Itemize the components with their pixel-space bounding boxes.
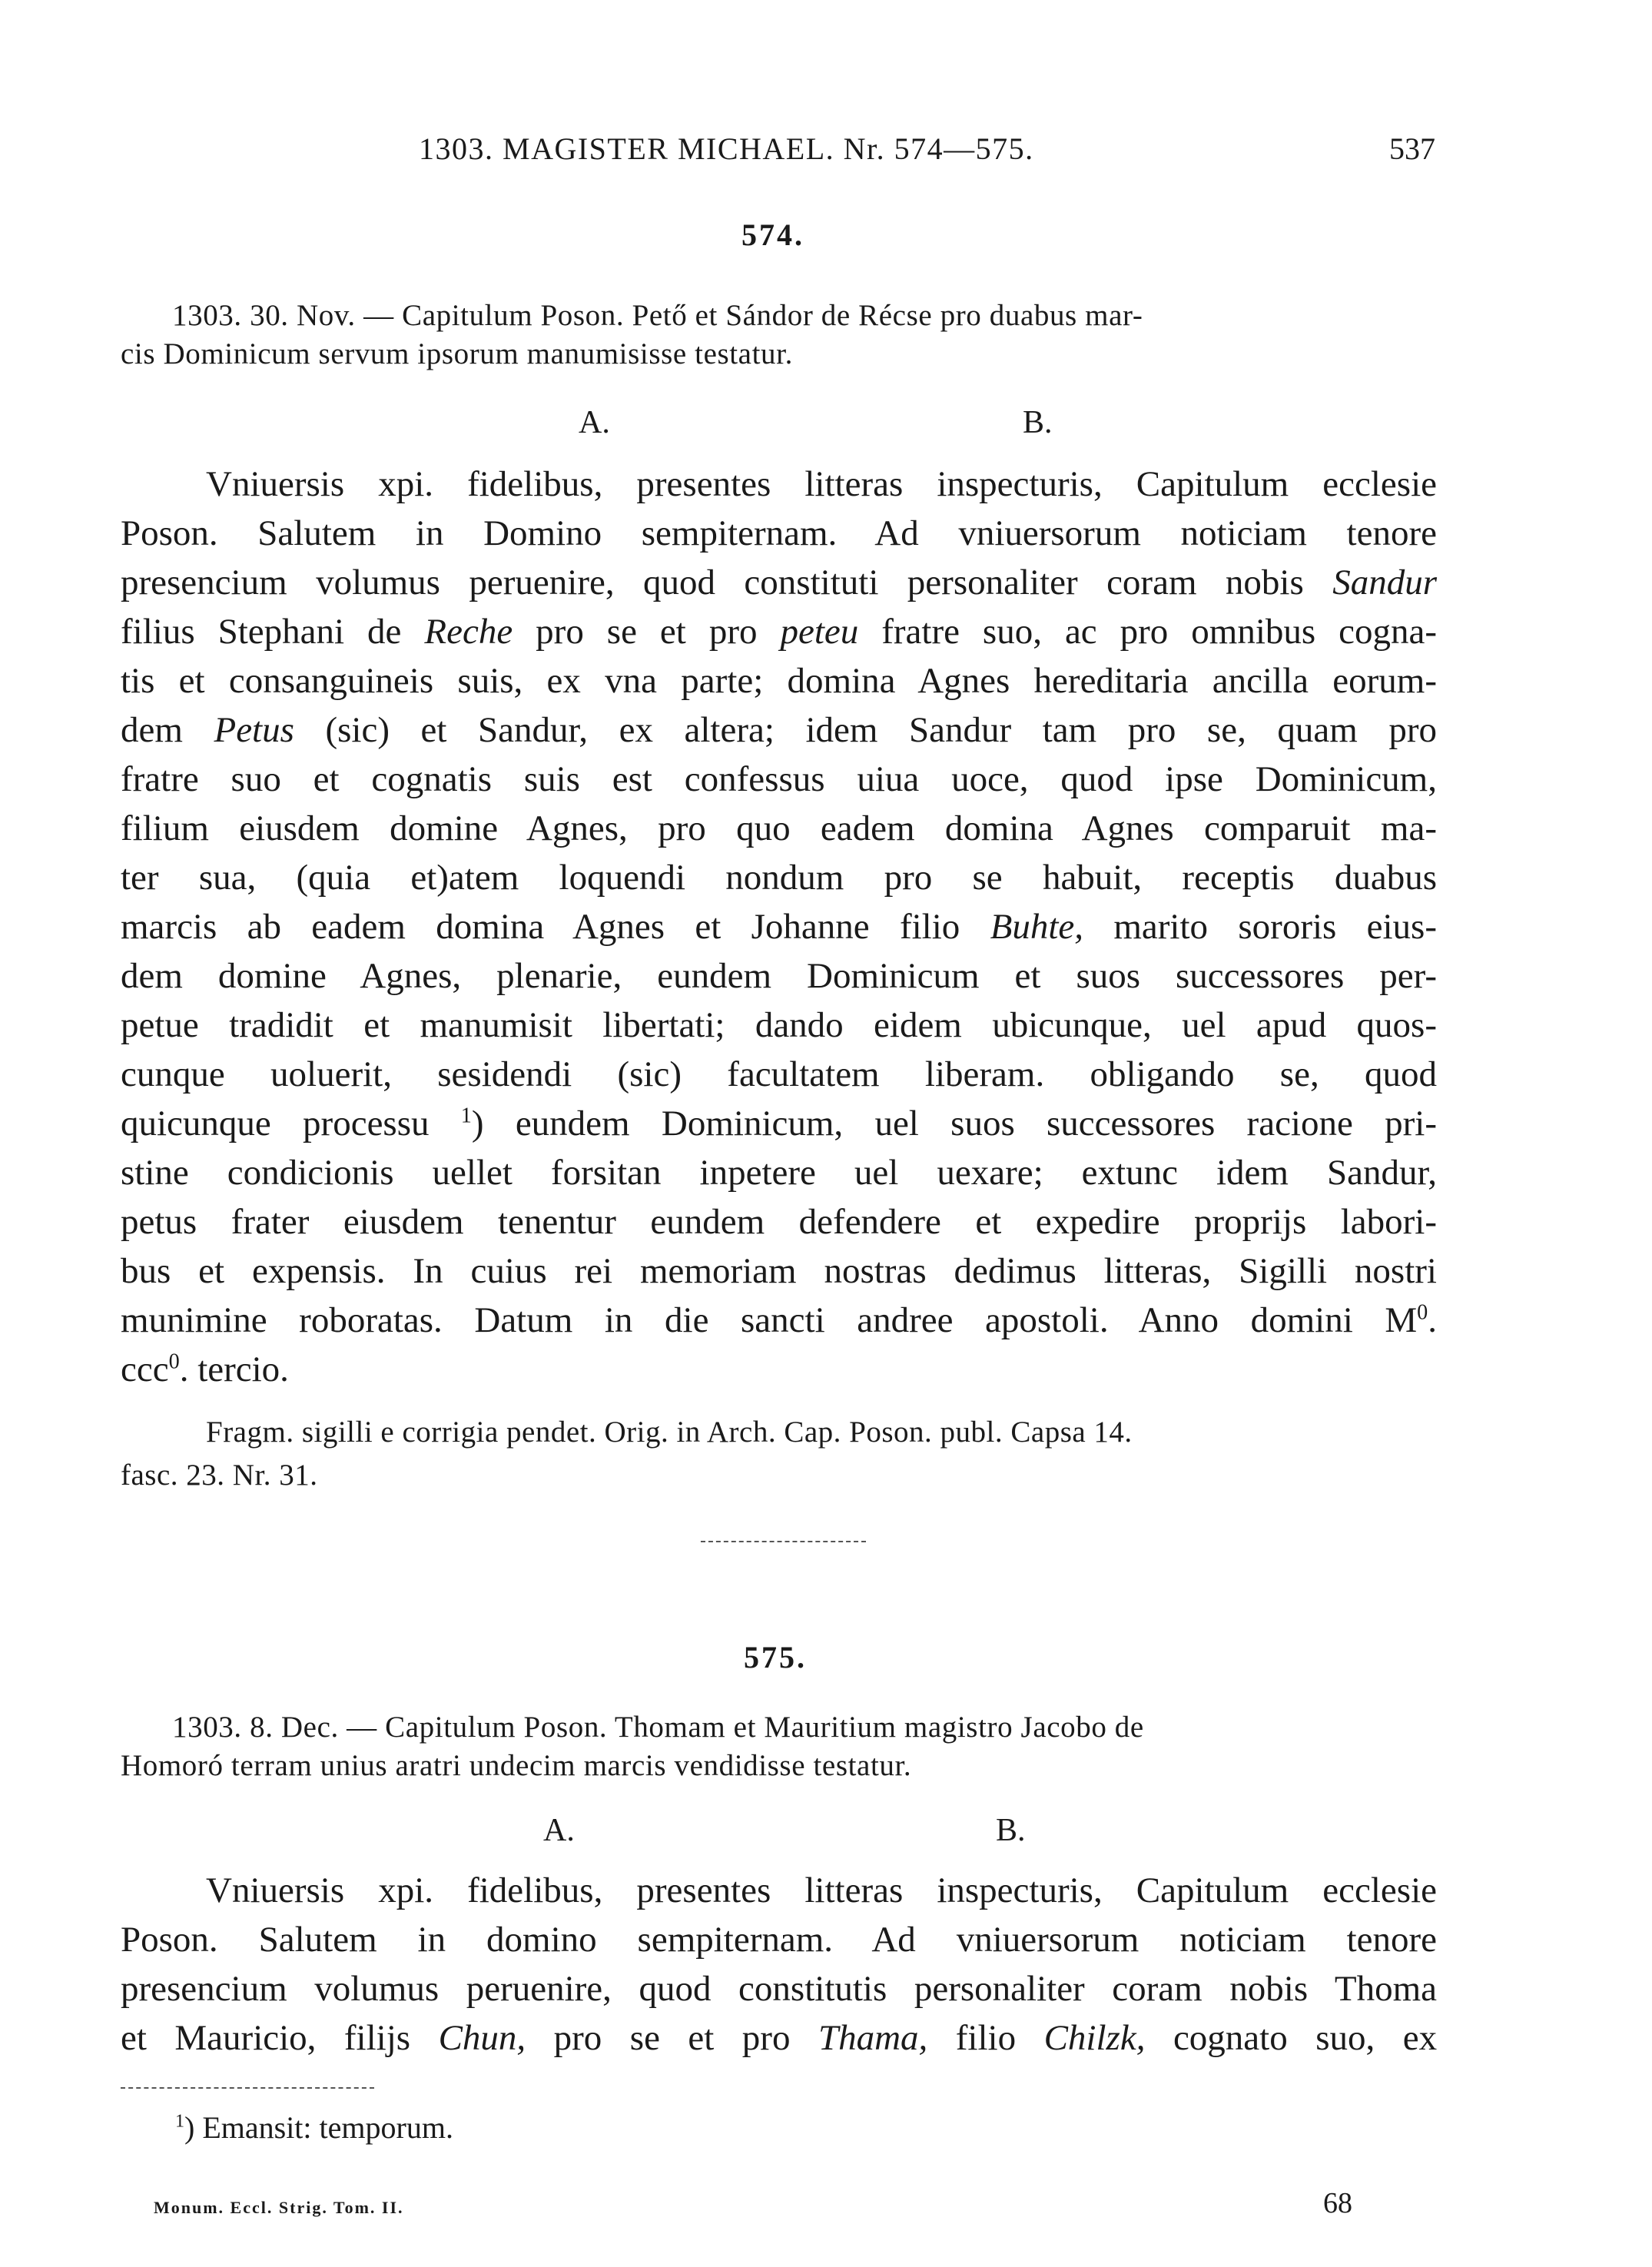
document-574-text-line: ccc$^0$. tercio. xyxy=(121,1349,289,1389)
document-574-text-line: tis et consanguineis suis, ex vna parte; domina Agnes hereditaria ancilla eorum- xyxy=(121,661,1437,701)
document-574-text-line: quicunque processu $^1$) eundem Dominicum, uel suos successores racione pri- xyxy=(121,1104,1437,1143)
document-574-text-line: fratre suo et cognatis suis est confessus uiua uoce, quod ipse Dominicum, xyxy=(121,759,1437,799)
document-574-text-line: bus et expensis. In cuius rei memoriam nostras dedimus litteras, Sigilli nostri xyxy=(121,1251,1437,1291)
document-575-text-line: et Mauricio, filijs Chun, pro se et pro Thama, filio Chilzk, cognato suo, ex xyxy=(121,2018,1438,2058)
document-574-text-line: presencium volumus peruenire, quod constituti personaliter coram nobis Sandur xyxy=(121,563,1438,602)
running-head: 1303. MAGISTER MICHAEL. Nr. 574—575. xyxy=(419,131,1034,166)
document-574-variant-b: B. xyxy=(1023,405,1053,440)
document-575-summary-line-1: 1303. 8. Dec. — Capitulum Poson. Thomam et Mauritium magistro Jacobo de xyxy=(172,1711,1144,1744)
document-574-text-line: dem Petus (sic) et Sandur, ex altera; idem Sandur tam pro se, quam pro xyxy=(121,710,1438,750)
document-575-variant-a: A. xyxy=(543,1813,575,1848)
document-574-archive-note-line-1: Fragm. sigilli e corrigia pendet. Orig. in Arch. Cap. Poson. publ. Capsa 14. xyxy=(206,1416,1133,1449)
document-575-summary-line-2: Homoró terram unius aratri undecim marcis vendidisse testatur. xyxy=(121,1749,912,1782)
document-574-archive-note-line-2: fasc. 23. Nr. 31. xyxy=(121,1459,318,1492)
section-divider xyxy=(701,1541,866,1542)
document-575-text-line: presencium volumus peruenire, quod constitutis personaliter coram nobis Thoma xyxy=(121,1969,1437,2009)
document-574-text-line: filius Stephani de Reche pro se et pro peteu fratre suo, ac pro omnibus cogna- xyxy=(121,612,1438,652)
document-574-summary-line-1: 1303. 30. Nov. — Capitulum Poson. Pető et Sándor de Récse pro duabus mar- xyxy=(172,299,1143,332)
footnote: $^1$) Emansit: temporum. xyxy=(175,2110,453,2145)
document-575-variant-b: B. xyxy=(996,1813,1026,1848)
document-574-text-line: cunque uoluerit, sesidendi (sic) facultatem liberam. obligando se, quod xyxy=(121,1054,1437,1094)
document-575-text-line: Vniuersis xpi. fidelibus, presentes litteras inspecturis, Capitulum ecclesie xyxy=(206,1870,1437,1910)
document-574-text-line: Vniuersis xpi. fidelibus, presentes litteras inspecturis, Capitulum ecclesie xyxy=(206,464,1437,504)
document-575-text-line: Poson. Salutem in domino sempiternam. Ad vniuersorum noticiam tenore xyxy=(121,1920,1437,1960)
sheet-number: 68 xyxy=(1323,2187,1352,2219)
document-574-text-line: ter sua, (quia et)atem loquendi nondum pro se habuit, receptis duabus xyxy=(121,858,1437,898)
document-574-variant-a: A. xyxy=(579,405,610,440)
page-number: 537 xyxy=(1389,131,1435,166)
document-574-text-line: munimine roboratas. Datum in die sancti andree apostoli. Anno domini $M^0$. xyxy=(121,1300,1437,1340)
document-574-number: 574. xyxy=(741,217,804,252)
document-575-number: 575. xyxy=(744,1640,807,1675)
document-574-text-line: Poson. Salutem in Domino sempiternam. Ad vniuersorum noticiam tenore xyxy=(121,513,1437,553)
signature-mark: Monum. Eccl. Strig. Tom. II. xyxy=(154,2198,404,2217)
footnote-marker: 1 xyxy=(460,1104,472,1128)
document-574-text-line: petue tradidit et manumisit libertati; dando eidem ubicunque, uel apud quos- xyxy=(121,1005,1437,1045)
footnote-rule xyxy=(121,2087,374,2089)
document-574-text-line: dem domine Agnes, plenarie, eundem Dominicum et suos successores per- xyxy=(121,956,1437,996)
document-574-text-line: stine condicionis uellet forsitan inpetere uel uexare; extunc idem Sandur, xyxy=(121,1153,1437,1193)
document-574-text-line: marcis ab eadem domina Agnes et Johanne filio Buhte, marito sororis eius- xyxy=(121,907,1438,947)
document-574-summary-line-2: cis Dominicum servum ipsorum manumisisse testatur. xyxy=(121,337,793,370)
document-574-text-line: filium eiusdem domine Agnes, pro quo eadem domina Agnes comparuit ma- xyxy=(121,808,1437,848)
document-574-text-line: petus frater eiusdem tenentur eundem defendere et expedire proprijs labori- xyxy=(121,1202,1437,1242)
